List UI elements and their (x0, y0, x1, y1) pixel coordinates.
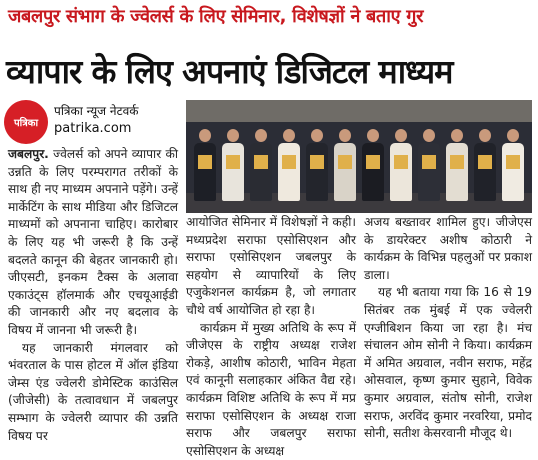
article-column-2 (186, 214, 356, 460)
held-book (226, 155, 240, 169)
person-head (507, 129, 519, 142)
held-book (310, 155, 324, 169)
photo-person (222, 129, 244, 201)
held-book (394, 155, 408, 169)
event-photo (186, 100, 532, 213)
held-book (506, 155, 520, 169)
patrika-logo: पत्रिका (4, 100, 48, 144)
photo-person (194, 129, 216, 201)
person-head (227, 129, 239, 142)
article-paragraph: आयोजित सेमिनार में विशेषज्ञों ने कही। मध्यप्रदेश सराफा एसोसिएशन और सराफा एसोसिएशन जबलपुर के सहयोग से व्यापारियों के लिए एजुकेशनल कार्यक्रम है, जो लगातार चौथे वर्ष आयोजित हो रहा है। (186, 215, 356, 317)
article-column-3 (364, 214, 532, 443)
news-network-label: पत्रिका न्यूज नेटवर्क (54, 104, 139, 118)
held-book (198, 155, 212, 169)
person-body (222, 143, 244, 201)
held-book (282, 155, 296, 169)
photo-person (306, 129, 328, 201)
person-body (278, 143, 300, 201)
website-url: patrika.com (54, 121, 132, 136)
paragraph-text: ज्वेलर्स को अपने व्यापार की उन्नति के लिए परम्परागत तरीकों के साथ ही नए माध्यम अपनाने पड़ेंगे। उन्हें मार्केटिंग के साथ मीडिया और डिजिटल माध्यमों को अपनाना चाहिए। कारोबार के लिए यह भी जरूरी है कि उन्हें बदलते कानून की बेहतर जानकारी हो। जीएसटी, इनकम टैक्स के अलावा एकाउंट्स हॉलमार्क और एचयूआईडी की जानकारी और नए बदलाव के विषय में जानना भी जरूरी है। (8, 147, 178, 337)
held-book (254, 155, 268, 169)
dateline: जबलपुर. (8, 147, 49, 161)
brand-block (4, 100, 184, 144)
article-column-1 (8, 146, 178, 445)
photo-person (390, 129, 412, 201)
photo-person (502, 129, 524, 201)
photo-person (362, 129, 384, 201)
person-body (446, 143, 468, 201)
person-head (479, 129, 491, 142)
photo-person (474, 129, 496, 201)
person-body (390, 143, 412, 201)
article-paragraph (8, 146, 178, 340)
person-body (362, 143, 384, 201)
held-book (422, 155, 436, 169)
held-book (478, 155, 492, 169)
person-head (311, 129, 323, 142)
person-head (367, 129, 379, 142)
photo-person (418, 129, 440, 201)
article-paragraph: यह भी बताया गया कि 16 से 19 सितंबर तक मुंबई में एक ज्वेलरी एग्जीबिशन किया जा रहा है। मंच संचालन ओम सोनी ने किया। कार्यक्रम में अमित अग्रवाल, नवीन सराफ, महेंद्र ओसवाल, कृष्ण कुमार सुहाने, विवेक कुमार अग्रवाल, संतोष सोनी, राजेश सराफ, अरविंद कुमार नरवरिया, प्रमोद सोनी, सतीश केसरवानी मौजूद थे। (364, 285, 532, 441)
person-body (194, 143, 216, 201)
person-head (451, 129, 463, 142)
photo-person (446, 129, 468, 201)
person-head (283, 129, 295, 142)
main-headline: व्यापार के लिए अपनाएं डिजिटल माध्यम (6, 52, 453, 91)
photo-stage-backdrop (186, 100, 532, 122)
person-body (502, 143, 524, 201)
person-body (418, 143, 440, 201)
person-head (395, 129, 407, 142)
person-head (199, 129, 211, 142)
held-book (450, 155, 464, 169)
person-head (255, 129, 267, 142)
photo-person (250, 129, 272, 201)
kicker-headline: जबलपुर संभाग के ज्वेलर्स के लिए सेमिनार, विशेषज्ञों ने बताए गुर (8, 6, 424, 27)
article-paragraph: यह जानकारी मंगलवार को भंवरताल के पास होटल में ऑल इंडिया जेम्स एंड ज्वेलरी डोमेस्टिक काउंसिल (जीजेसी) के तत्वावधान में जबलपुर सम्भाग के ज्वेलरी व्यापार की उन्नति विषय पर (8, 340, 178, 443)
photo-person (334, 129, 356, 201)
person-body (334, 143, 356, 201)
person-body (250, 143, 272, 201)
photo-person (278, 129, 300, 201)
person-body (306, 143, 328, 201)
person-head (423, 129, 435, 142)
person-head (339, 129, 351, 142)
person-body (474, 143, 496, 201)
article-paragraph: कार्यक्रम में मुख्य अतिथि के रूप में जीजेएस के राष्ट्रीय अध्यक्ष राजेश रोकड़े, आशीष कोठारी, भाविन मेहता एवं कानूनी सलाहकार अंकित वैद्य रहे। कार्यक्रम विशिष्ट अतिथि के रूप में मप्र सराफा एसोसिएशन के अध्यक्ष राजा सराफ और जबलपुर सराफा एसोसिएशन के अध्यक्ष (186, 320, 356, 458)
held-book (366, 155, 380, 169)
held-book (338, 155, 352, 169)
article-paragraph: अजय बख्तावर शामिल हुए। जीजेएस के डायरेक्टर अशीष कोठारी ने कार्यक्रम के विभिन्न पहलुओं पर प्रकाश डाला। (364, 215, 532, 282)
